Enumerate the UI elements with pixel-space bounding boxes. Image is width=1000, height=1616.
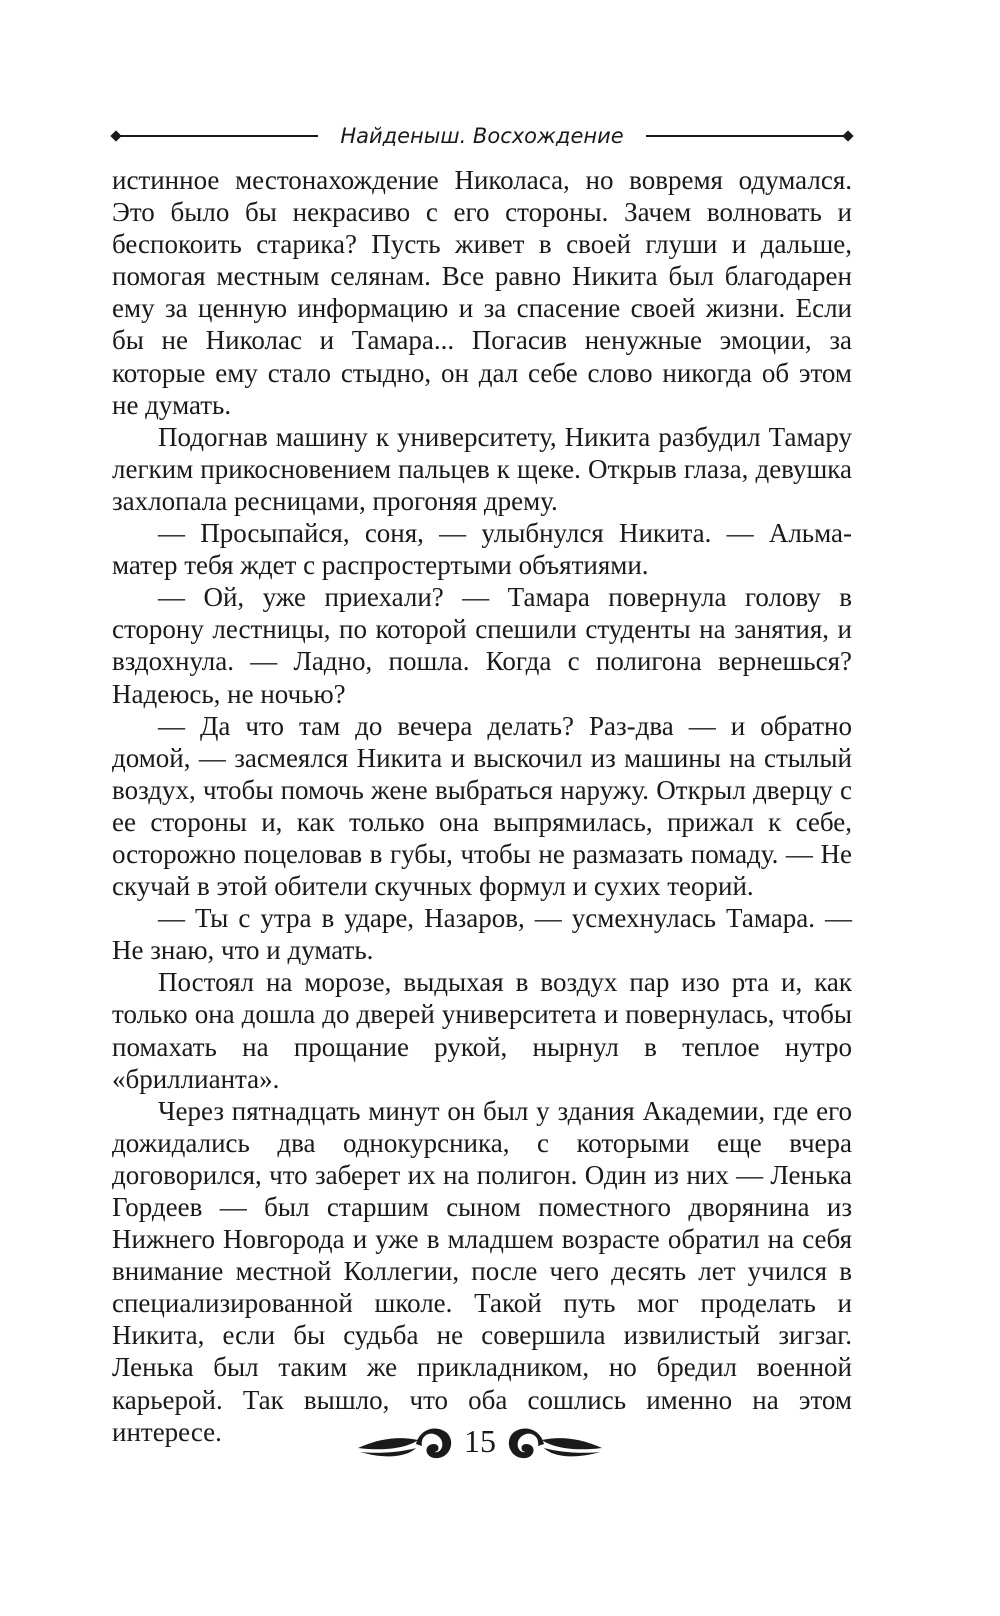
page-number: 15 [464,1423,496,1459]
dialogue-line: — Ты с утра в ударе, Назаров, — усмехнулась Тамара. — Не знаю, что и думать. [112,903,852,966]
paragraph: Через пятнадцать минут он был у здания Академии, где его дожидались два однокурсника, с которыми еще вчера договорился, что заберет их на полигон. Один из них — Ленька Гордеев — был старшим сыном поместного дворянина из Нижнего Новгорода и уже в младшем возрасте обратил на себя внимание местной Коллегии, после чего десять лет учился в специализированной школе. Такой путь мог проделать и Никита, если бы судьба не совершила извилистый зигзаг. Ленька был таким же прикладником, но бредил военной карьерой. Так вышло, что оба сошлись именно на этом интересе. [112,1095,852,1447]
page-footer [330,1418,630,1468]
dialogue-line: — Да что там до вечера делать? Раз-два — и обратно домой, — засмеялся Никита и выскочил из машины на стылый воздух, чтобы помочь жене выбраться наружу. Открыл дверцу с ее стороны и, как только она выпрямилась, прижал к себе, осторожно поцеловав в губы, чтобы не размазать помаду. — Не скучай в этой обители скучных формул и сухих теорий. [112,710,852,902]
running-title: Найденыш. Восхождение [340,124,624,148]
paragraph-continued: истинное местонахождение Николаса, но вовремя одумался. Это было бы некрасиво с его стороны. Зачем волновать и беспокоить старика? Пусть живет в своей глуши и дальше, помогая местным селянам. Все равно Никита был благодарен ему за ценную информацию и за спасение своей жизни. Если бы не Николас и Тамара... Погасив ненужные эмоции, за которые ему стало стыдно, он дал себе слово никогда об этом не думать. [112,165,852,420]
dialogue-line: — Просыпайся, соня, — улыбнулся Никита. — Альма-матер тебя ждет с распростертыми объятиями. [112,518,852,581]
paragraph: Подогнав машину к университету, Никита разбудил Тамару легким прикосновением пальцев к щеке. Открыв глаза, девушка захлопала ресницами, прогоняя дрему. [112,421,852,516]
header-rule-right [646,135,846,137]
paragraph: Постоял на морозе, выдыхая в воздух пар изо рта и, как только она дошла до дверей университета и повернулась, чтобы помахать на прощание рукой, нырнул в теплое нутро «бриллианта». [112,967,852,1094]
running-header [112,118,852,154]
dialogue-line: — Ой, уже приехали? — Тамара повернула голову в сторону лестницы, по которой спешили студенты на занятия, и вздохнула. — Ладно, пошла. Когда с полигона вернешься? Надеюсь, не ночью? [112,582,852,709]
body-text [112,164,852,1448]
